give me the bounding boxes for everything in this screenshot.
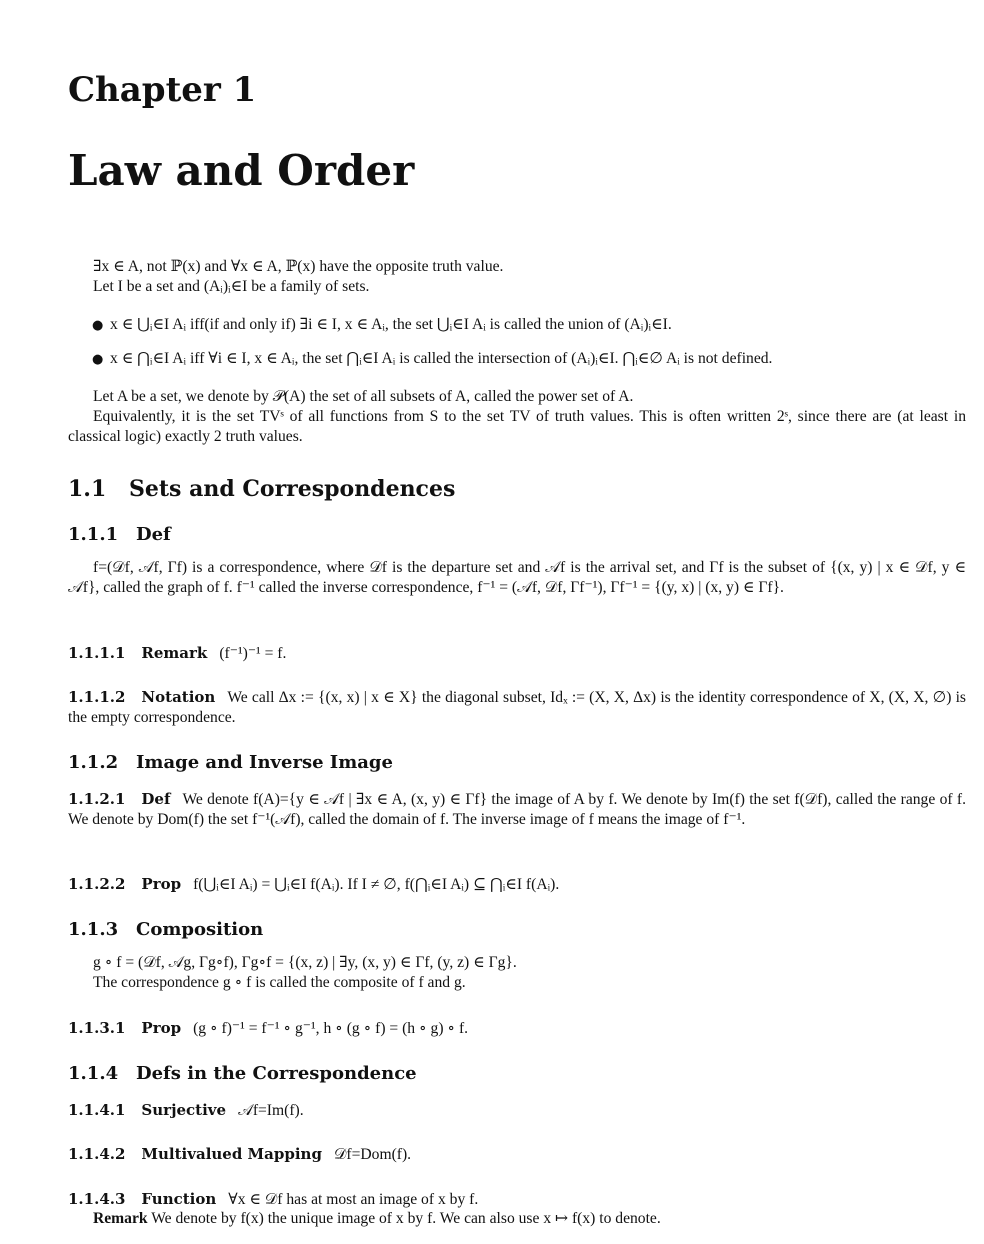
notation-paragraph [68,687,966,728]
intro-line-2: Let I be a set and (Aᵢ)ᵢ∈I be a family of sets. [93,278,370,295]
paragraph-head: Function [141,1190,217,1208]
equivalently-line: Equivalently, it is the set TVˢ of all functions from S to the set TV of truth values. This is often written 2ˢ, since there are (at least in classical logic) exactly 2 truth values. [68,408,966,445]
paragraph-text: f(⋃ᵢ∈I Aᵢ) = ⋃ᵢ∈I f(Aᵢ). If I ≠ ∅, f(⋂ᵢ∈I Aᵢ) ⊆ ⋂ᵢ∈I f(Aᵢ). [193,876,560,893]
paragraph-number: 1.1.2.1 [68,790,126,808]
paragraph-number: 1.1.1.2 [68,688,126,706]
paragraph-head: Surjective [141,1101,227,1119]
section-number: 1.1 [68,476,107,502]
paragraph-text: 𝒟f=Dom(f). [333,1146,412,1163]
subsection-number: 1.1.2 [68,752,119,773]
image-prop-paragraph [68,874,559,895]
paragraph-number: 1.1.4.1 [68,1101,126,1119]
paragraph-number: 1.1.3.1 [68,1019,126,1037]
paragraph-text: We denote f(A)={y ∈ 𝒜f | ∃x ∈ A, (x, y) ∈ Γf} the image of A by f. We denote by Im(f) the set f(𝒟f), called the range of f. We denote by Dom(f) the set f⁻¹(𝒜f), called the domain of f. The inverse image of f means the image of f⁻¹. [68,791,966,828]
subsection-title: Defs in the Correspondence [136,1063,417,1084]
composition-line-2: The correspondence g ∘ f is called the composite of f and g. [93,974,466,991]
composition-line-1: g ∘ f = (𝒟f, 𝒜g, Γg∘f), Γg∘f = {(x, z) | ∃y, (x, y) ∈ Γf, (y, z) ∈ Γg}. [93,954,517,971]
bullet-dot-icon: ● [92,318,104,333]
subsection-title: Image and Inverse Image [136,752,393,773]
bullet-union: x ∈ ⋃ᵢ∈I Aᵢ iff(if and only if) ∃i ∈ I, x ∈ Aᵢ, the set ⋃ᵢ∈I Aᵢ is called the union of (Aᵢ)ᵢ∈I. [110,316,672,333]
paragraph-number: 1.1.2.2 [68,875,126,893]
intro-paragraph [68,257,966,297]
paragraph-number: 1.1.1.1 [68,644,126,662]
function-remark [93,1209,661,1229]
bullet-intersection: x ∈ ⋂ᵢ∈I Aᵢ iff ∀i ∈ I, x ∈ Aᵢ, the set ⋂ᵢ∈I Aᵢ is called the intersection of (Aᵢ)ᵢ∈I. ⋂ᵢ∈∅ Aᵢ is not defined. [110,350,773,367]
subsection-title: Composition [136,919,264,940]
section-title: Sets and Correspondences [129,476,456,502]
power-set-paragraph [68,387,966,447]
function-paragraph [68,1189,478,1210]
subsection-heading [68,524,171,545]
paragraph-number: 1.1.4.3 [68,1190,126,1208]
paragraph-text: We call Δx := {(x, x) | x ∈ X} the diagonal subset, Idₓ := (X, X, Δx) is the identity correspondence of X, (X, X, ∅) is the empty correspondence. [68,689,966,726]
subsection-heading [68,752,393,773]
remark-text: We denote by f(x) the unique image of x by f. We can also use x ↦ f(x) to denote. [151,1210,661,1227]
subsection-number: 1.1.3 [68,919,119,940]
paragraph-head: Prop [141,875,182,893]
paragraph-text: (f⁻¹)⁻¹ = f. [219,645,287,662]
remark-head: Remark [93,1210,148,1227]
paragraph-head: Def [141,790,171,808]
paragraph-text: 𝒜f=Im(f). [238,1102,304,1119]
subsection-title: Def [136,524,171,545]
paragraph-head: Multivalued Mapping [141,1145,322,1163]
subsection-heading [68,919,263,940]
paragraph-head: Remark [141,644,208,662]
paragraph-head: Notation [141,688,216,706]
chapter-title: Law and Order [68,146,415,195]
paragraph-head: Prop [141,1019,182,1037]
chapter-label: Chapter 1 [68,70,257,110]
composition-prop-paragraph [68,1018,468,1039]
subsection-number: 1.1.1 [68,524,119,545]
def-correspondence-text: f=(𝒟f, 𝒜f, Γf) is a correspondence, where 𝒟f is the departure set and 𝒜f is the arrival set, and Γf is the subset of {(x, y) | x ∈ 𝒟f, y ∈ 𝒜f}, called the graph of f. f⁻¹ called the inverse correspondence, f⁻¹ = (𝒜f, 𝒟f, Γf⁻¹), Γf⁻¹ = {(y, x) | (x, y) ∈ Γf}. [68,559,966,596]
bullet-dot-icon: ● [92,352,104,367]
paragraph-text: ∀x ∈ 𝒟f has at most an image of x by f. [228,1191,479,1208]
composition-paragraph [68,953,966,993]
paragraph-number: 1.1.4.2 [68,1145,126,1163]
intro-line-1: ∃x ∈ A, not ℙ(x) and ∀x ∈ A, ℙ(x) have the opposite truth value. [93,258,504,275]
multivalued-paragraph [68,1144,411,1165]
image-def-paragraph [68,789,966,830]
subsection-heading [68,1063,417,1084]
paragraph-text: (g ∘ f)⁻¹ = f⁻¹ ∘ g⁻¹, h ∘ (g ∘ f) = (h ∘ g) ∘ f. [193,1020,469,1037]
surjective-paragraph [68,1100,304,1121]
section-heading [68,476,455,502]
remark-paragraph [68,643,286,664]
subsection-number: 1.1.4 [68,1063,119,1084]
power-set-line: Let A be a set, we denote by 𝒫(A) the set of all subsets of A, called the power set of A. [93,388,634,405]
